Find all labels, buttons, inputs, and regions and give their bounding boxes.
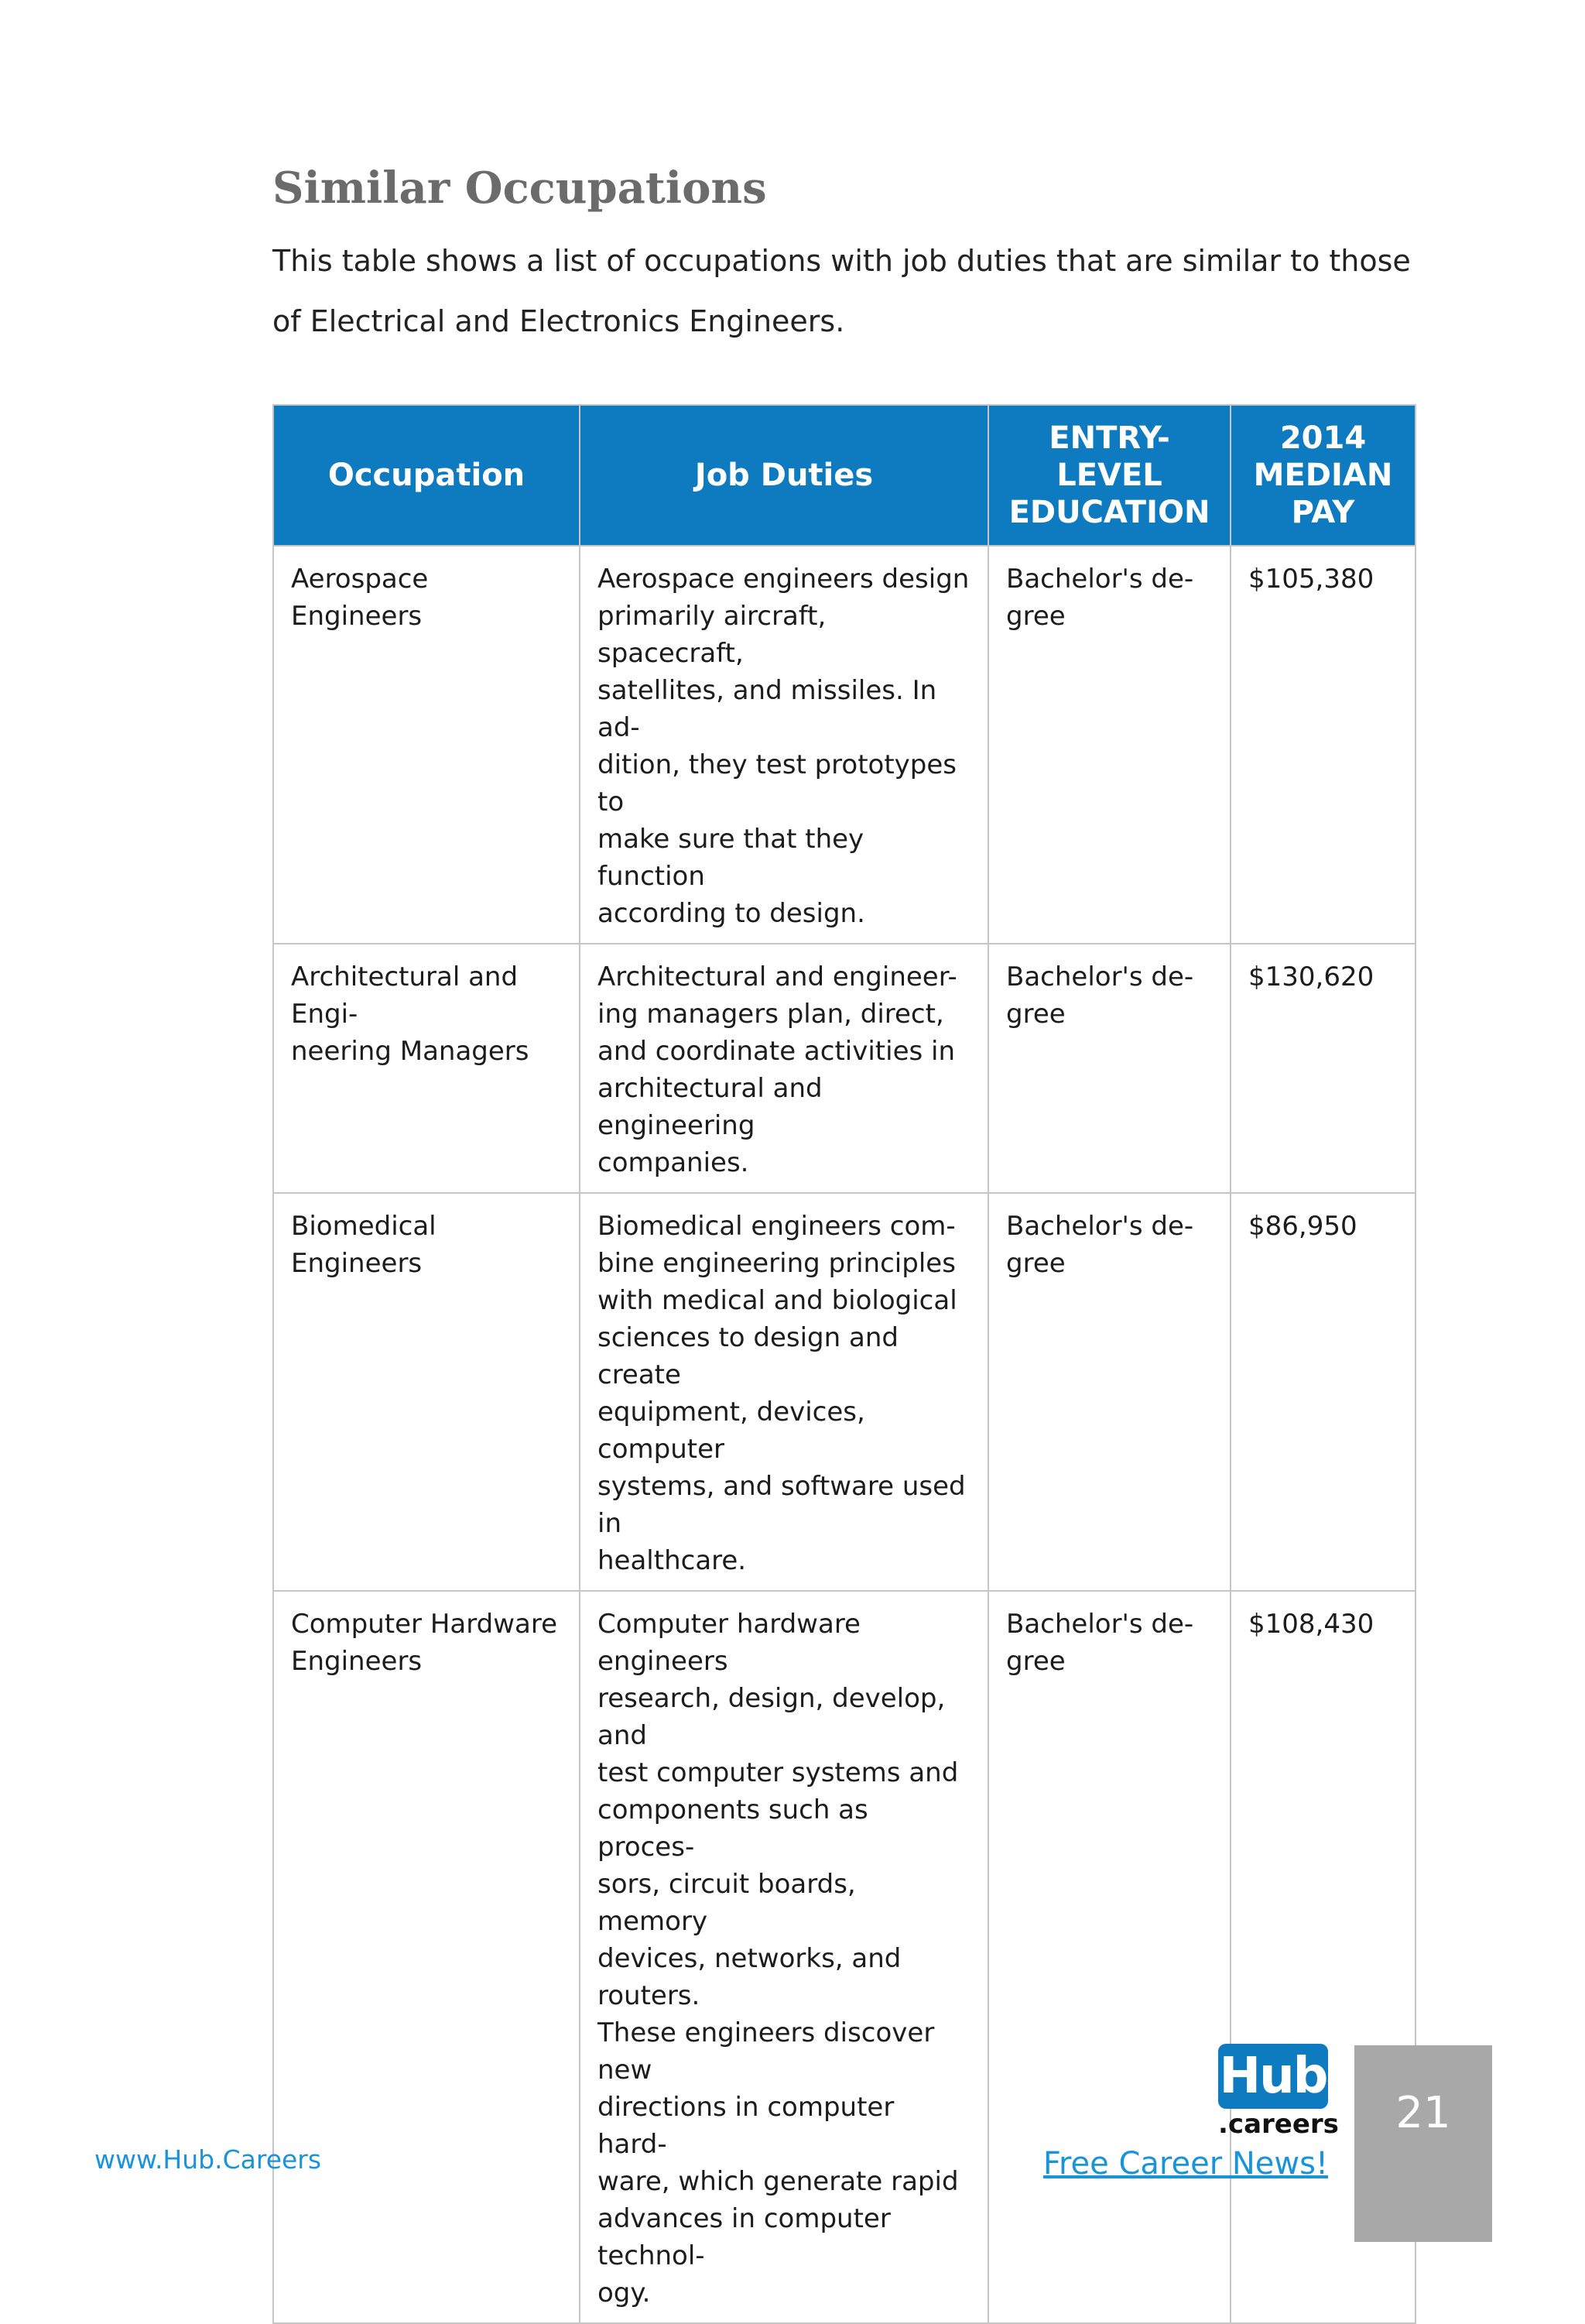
cell-occupation: Computer Hardware Engineers: [273, 1591, 580, 2323]
free-career-news-link[interactable]: Free Career News!: [1042, 2146, 1328, 2182]
cell-education: Bachelor's de- gree: [988, 546, 1231, 944]
logo-careers-text: .careers: [1218, 2109, 1339, 2140]
cell-education: Bachelor's de- gree: [988, 944, 1231, 1193]
similar-occupations-table: [272, 404, 1416, 2324]
header-entry-level-education: ENTRY-LEVEL EDUCATION: [988, 405, 1231, 546]
site-url-link[interactable]: www.Hub.Careers: [94, 2144, 322, 2175]
cell-job-duties: Computer hardware engineers research, design, develop, and test computer systems and components such as proces- sors, circuit boards, memory devices, networks, and routers. These engineers discover new directions in computer hard- ware, which generate rapid advances in computer technol- ogy.: [580, 1591, 988, 2323]
cell-job-duties: Aerospace engineers design primarily aircraft, spacecraft, satellites, and missiles. In ad- dition, they test prototypes to make sure that they function according to design.: [580, 546, 988, 944]
cell-median-pay: $108,430: [1231, 1591, 1416, 2323]
header-occupation: Occupation: [273, 405, 580, 546]
table-row: [273, 944, 1416, 1193]
cell-education: Bachelor's de- gree: [988, 1591, 1231, 2323]
table-header-row: [273, 405, 1416, 546]
cell-occupation: Architectural and Engi- neering Managers: [273, 944, 580, 1193]
cell-median-pay: $105,380: [1231, 546, 1416, 944]
hub-careers-logo[interactable]: [1218, 2044, 1339, 2140]
cell-occupation: Aerospace Engineers: [273, 546, 580, 944]
table-row: [273, 1591, 1416, 2323]
cell-median-pay: $86,950: [1231, 1193, 1416, 1591]
logo-hub-text: Hub: [1218, 2044, 1328, 2109]
cell-median-pay: $130,620: [1231, 944, 1416, 1193]
table-row: [273, 546, 1416, 944]
page-title: Similar Occupations: [272, 163, 767, 214]
header-median-pay: 2014 MEDIAN PAY: [1231, 405, 1416, 546]
page-number-box: [1354, 2045, 1492, 2242]
page-number: 21: [1395, 2088, 1451, 2138]
table-row: [273, 1193, 1416, 1591]
header-job-duties: Job Duties: [580, 405, 988, 546]
cell-job-duties: Architectural and engineer- ing managers plan, direct, and coordinate activities in architectural and engineering companies.: [580, 944, 988, 1193]
cell-education: Bachelor's de- gree: [988, 1193, 1231, 1591]
cell-job-duties: Biomedical engineers com- bine engineering principles with medical and biological sciences to design and create equipment, devices, computer systems, and software used in healthcare.: [580, 1193, 988, 1591]
cell-occupation: Biomedical Engineers: [273, 1193, 580, 1591]
intro-paragraph: This table shows a list of occupations with job duties that are similar to those of Electrical and Electronics Engineers.: [272, 244, 1411, 338]
